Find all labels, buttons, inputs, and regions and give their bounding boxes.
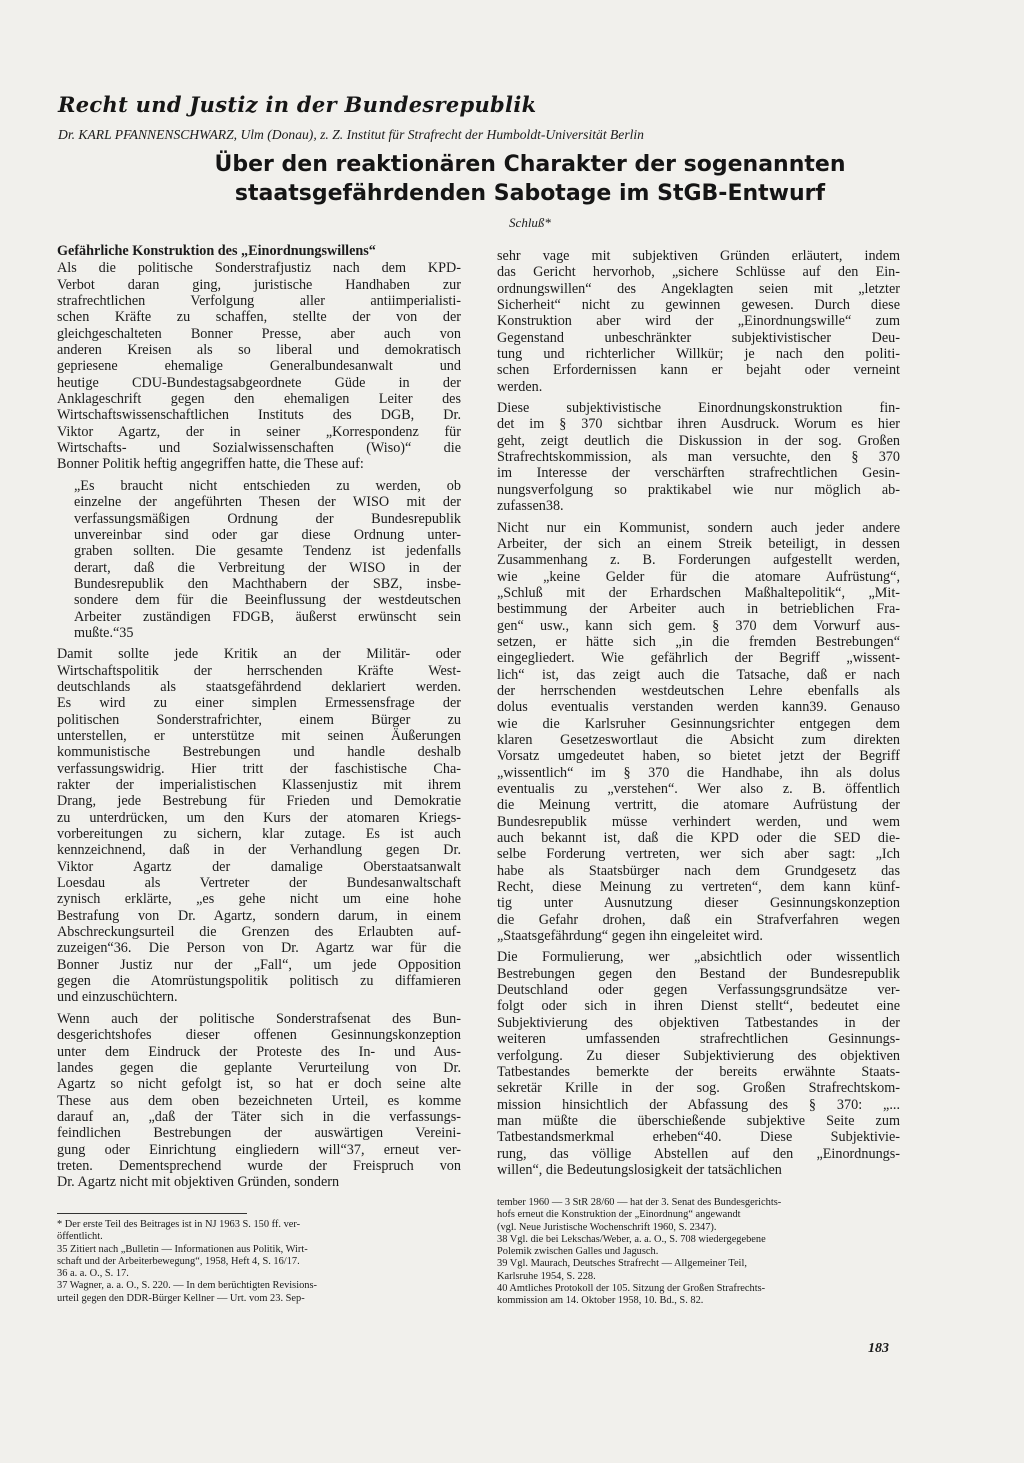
text-line: Wirtschaftspolitik der herrschenden Kräfte West- (57, 662, 461, 679)
paragraph (57, 646, 461, 1006)
text-line: eventualis zu „verstehen“. Wer also z. B. öffentlich (497, 781, 900, 797)
paragraph (497, 520, 900, 945)
text-line: unter dem Eindruck der Proteste des In- und Aus- (57, 1043, 461, 1060)
text-line: gen“ usw., kann sich gem. § 370 dem Vorwurf aus- (497, 617, 900, 634)
text-line: die Meinung vertritt, die atomare Aufrüstung der (497, 797, 900, 814)
paragraph (57, 1011, 461, 1191)
subheading: Gefährliche Konstruktion des „Einordnungswillens“ (57, 243, 376, 259)
text-line: gung oder Einrichtung eingliedern will“37, erneut ver- (57, 1141, 461, 1158)
paragraph (497, 400, 900, 514)
text-line: eingegliedert. Wie gefährlich der Begriff „wissent- (497, 650, 900, 667)
text-line: Zusammenhang z. B. Forderungen aufgestellt werden, (497, 552, 900, 569)
text-line: „wissentlich“ im § 370 die Handhabe, ihn als dolus (497, 764, 900, 781)
text-line: zu unterdrücken, um den Kurs der atomaren Kriegs- (57, 809, 461, 826)
text-line: geht, zeigt deutlich die Diskussion in der sog. Großen (497, 432, 900, 449)
text-line: Bundesrepublik den Machthabern der SBZ, insbe- (74, 575, 461, 592)
text-line: Gegenstand unbeschränkter subjektivistischer Deu- (497, 329, 900, 346)
article-title-line: Über den reaktionären Charakter der sogenannten (214, 152, 846, 177)
article-subtitle: Schluß* (509, 215, 551, 230)
text-line: Deutschland oder gegen Verfassungsgrundsätze ver- (497, 982, 900, 999)
footnote-line: schaft und der Arbeiterbewegung“, 1958, Heft 4, S. 16/17. (57, 1255, 300, 1267)
text-line: die Gefahr drohen, daß ein Strafverfahren wegen (497, 911, 900, 928)
text-line: schen Kräfte zu schaffen, stellte der von der (57, 309, 461, 326)
text-line: kommunistische Bestrebungen und handle deshalb (57, 744, 461, 761)
text-line: der herrschenden westdeutschen Lehre ebenfalls als (497, 682, 900, 699)
text-line: kennzeichnend, daß in der Verhandlung gegen Dr. (57, 842, 461, 859)
footnote-line: 40 Amtliches Protokoll der 105. Sitzung der Großen Strafrechts- (497, 1283, 766, 1295)
section-header: Recht und Justiz in der Bundesrepublik (58, 92, 537, 117)
text-line: das Gericht hervorhob, „sichere Schlüsse auf den Ein- (497, 264, 900, 281)
text-line: setzen, er hätte sich „in die fremden Bestrebungen“ (497, 633, 900, 650)
text-line: Tatbestandsmerkmal erheben“40. Diese Subjektivie- (497, 1129, 900, 1146)
text-line: dolus eventualis verstanden werden kann39. Genauso (497, 699, 900, 716)
text-line: Recht, diese Meinung zu vertreten“, dem kann künf- (497, 879, 900, 896)
text-line: Wenn auch der politische Sonderstrafsenat des Bun- (57, 1010, 461, 1027)
text-line: derart, daß die Verbreitung der WISO in der (74, 559, 461, 576)
text-line: tig unter Ausnutzung dieser Gesinnungskonzeption (497, 895, 900, 912)
right-column (497, 248, 900, 1183)
text-line: rung, das völlige Abstellen auf den „Einordnungs- (497, 1145, 900, 1162)
text-line: Diese subjektivistische Einordnungskonstruktion fin- (497, 400, 900, 417)
text-line: einzelne der angeführten Thesen der WISO mit der (74, 494, 461, 511)
text-line: Als die politische Sonderstrafjustiz nach dem KPD- (57, 260, 461, 277)
text-line: man müßte die überschießende subjektive Seite zum (497, 1112, 900, 1129)
footnote-line: Karlsruhe 1954, S. 228. (497, 1270, 596, 1282)
text-line: Damit sollte jede Kritik an der Militär- oder (57, 646, 461, 663)
text-line: Anklageschrift gegen den ehemaligen Leiter des (57, 391, 461, 408)
text-line: graben sollten. Die gesamte Tendenz ist jedenfalls (74, 543, 461, 560)
footnote-line: * Der erste Teil des Beitrages ist in NJ 1963 S. 150 ff. ver- (57, 1219, 301, 1230)
text-line: „Es braucht nicht entschieden zu werden, ob (74, 477, 461, 494)
text-line: Es wird zu einer simplen Ermessensfrage der (57, 695, 461, 712)
text-line: verfassungsmäßigen Ordnung der Bundesrepublik (74, 510, 461, 527)
text-line: vorbereitungen zu sichern, klar zutage. Es ist auch (57, 826, 461, 843)
text-line: bestimmung der Arbeiter auch in betrieblichen Fra- (497, 601, 900, 618)
text-line: Die Formulierung, wer „absichtlich oder wissentlich (497, 949, 900, 966)
footnote-line: urteil gegen den DDR-Bürger Kellner — Urt. vom 23. Sep- (57, 1292, 305, 1304)
footnotes-right (497, 1197, 901, 1308)
footnote-line: (vgl. Neue Juristische Wochenschrift 1960, S. 2347). (497, 1221, 717, 1233)
text-line: wie „keine Gelder für die atomare Aufrüstung“, (497, 568, 900, 585)
text-line: Bonner Justiz nur der „Fall“, um jede Opposition (57, 956, 461, 973)
text-line: zuzeigen“36. Die Person von Dr. Agartz war für die (57, 940, 461, 957)
text-line: weiteren umfassenden strafrechtlichen Gesinnungs- (497, 1031, 900, 1048)
footnotes-left (57, 1219, 461, 1305)
text-line: verfassungswidrig. Hier tritt der faschistische Cha- (57, 760, 461, 777)
text-line: selbe Forderung vertreten, wer sich aber sagt: „Ich (497, 846, 900, 863)
text-line: strafrechtlichen Verfolgung aller antiimperialisti- (57, 293, 461, 310)
text-line: Vorsatz umgedeutet haben, so bietet jetzt der Begriff (497, 748, 900, 765)
text-line: Wirtschaftswissenschaftlichen Instituts des DGB, Dr. (57, 407, 461, 424)
text-line: det im § 370 sichtbar ihren Ausdruck. Worum es hier (497, 416, 900, 433)
text-line: mission hinsichtlich der Abfassung des § 370: „... (497, 1096, 900, 1113)
text-line: Drang, jede Bestrebung für Frieden und Demokratie (57, 793, 461, 810)
text-line: willen“, die Bedeutungslosigkeit der tatsächlichen (497, 1161, 782, 1178)
text-line: Viktor Agartz, der in seiner „Korrespondenz für (57, 423, 461, 440)
footnote-line: 36 a. a. O., S. 17. (57, 1268, 129, 1280)
text-line: habe als Staatsbürger nach dem Grundgesetz das (497, 862, 900, 879)
text-line: Agartz so nicht gefolgt ist, so hat er doch seine alte (57, 1076, 461, 1093)
text-line: verfolgung. Zu dieser Subjektivierung des objektiven (497, 1047, 900, 1064)
text-line: Wirtschafts- und Sozialwissenschaften (Wiso)“ die (57, 440, 461, 457)
text-line: sondere dem für die Beeinflussung der westdeutschen (74, 592, 461, 609)
text-line: desgerichtshofes dieser offenen Gesinnungskonzeption (57, 1027, 461, 1044)
footnote-line: Polemik zwischen Galles und Jagusch. (497, 1246, 659, 1258)
text-line: im Interesse der verschärften strafrechtlichen Gesin- (497, 465, 900, 482)
text-line: „Staatsgefährdung“ gegen ihn eingeleitet wird. (497, 928, 763, 945)
footnote-line: kommission am 14. Oktober 1958, 10. Bd., S. 82. (497, 1295, 704, 1307)
text-line: gegen die Atomrüstungspolitik politisch zu diffamieren (57, 973, 461, 990)
text-line: zynisch erklärte, „es gehe nicht um eine hohe (57, 891, 461, 908)
text-line: gepriesene ehemalige Generalbundesanwalt und (57, 358, 461, 375)
text-line: lich“ ist, das zeigt auch die Tatsache, daß er nach (497, 666, 900, 683)
text-line: Bonner Politik heftig angegriffen hatte, die These auf: (57, 456, 364, 473)
footnote-line: 35 Zitiert nach „Bulletin — Informationen aus Politik, Wirt- (57, 1243, 308, 1255)
text-line: politischen Sonderstrafrichter, einem Bürger zu (57, 711, 461, 728)
text-line: Dr. Agartz nicht mit objektiven Gründen, sondern (57, 1174, 340, 1191)
text-line: und einzuschüchtern. (57, 989, 178, 1006)
footnote-line: öffentlicht. (57, 1231, 103, 1243)
text-line: Tatbestandes bemerkte der bereits erwähnte Staats- (497, 1063, 900, 1080)
paragraph (57, 260, 461, 472)
author-line: Dr. KARL PFANNENSCHWARZ, Ulm (Donau), z. Z. Institut für Strafrecht der Humboldt-Universität Berlin (58, 127, 644, 142)
article-title-line: staatsgefährdenden Sabotage im StGB-Entwurf (234, 181, 826, 206)
text-line: Bundesrepublik müsse verhindert werden, und wem (497, 813, 900, 830)
text-line: rakter der imperialistischen Klassenjustiz mit ihrem (57, 777, 461, 793)
page-number: 183 (868, 1341, 889, 1356)
text-line: zufassen38. (497, 498, 564, 515)
paragraph (497, 248, 900, 395)
text-line: treten. Dementsprechend wurde der Freispruch von (57, 1157, 461, 1174)
footnote-divider (57, 1213, 247, 1214)
block-quote (57, 478, 461, 641)
footnote-line: 38 Vgl. die bei Lekschas/Weber, a. a. O., S. 708 wiedergegebene (497, 1233, 766, 1245)
text-line: Abschreckungsurteil die Grenzen des Erlaubten auf- (57, 924, 461, 941)
text-line: „Schluß mit der Erhardschen Maßhaltepolitik“, „Mit- (497, 584, 900, 601)
text-line: auch bekannt ist, daß die KPD oder die SED die- (497, 830, 900, 847)
text-line: unvereinbar sind oder gar diese Ordnung unter- (74, 526, 461, 543)
text-line: Viktor Agartz der damalige Oberstaatsanwalt (57, 858, 461, 875)
text-line: heutige CDU-Bundestagsabgeordnete Güde in der (57, 374, 461, 391)
text-line: nungsverfolgung so praktikabel wie nur möglich ab- (497, 481, 900, 498)
text-line: schen Erfordernissen kann er bejaht oder verneint (497, 362, 900, 379)
text-line: folgt oder sich in ihren Dienst stellt“, bedeutet eine (497, 998, 900, 1015)
text-line: Bestrafung von Dr. Agartz, sondern darum, in einem (57, 907, 461, 924)
text-line: Nicht nur ein Kommunist, sondern auch jeder andere (497, 519, 900, 536)
text-line: klaren Gesetzeswortlaut die Absicht zum direkten (497, 731, 900, 748)
text-line: unterstellen, er unterstütze mit seinen Äußerungen (57, 727, 461, 744)
text-line: Arbeiter, der sich an einem Streik beteiligt, in dessen (497, 535, 900, 552)
article-title (110, 150, 950, 208)
text-line: Konstruktion aber wird der „Einordnungswille“ zum (497, 313, 900, 330)
text-line: mußte.“35 (74, 624, 134, 641)
text-line: darauf an, „daß der Täter sich in die verfassungs- (57, 1108, 461, 1125)
text-line: sehr vage mit subjektiven Gründen erläutert, indem (497, 248, 900, 264)
text-line: landes gegen die geplante Verurteilung von Dr. (57, 1059, 461, 1076)
text-line: Verbot daran ging, juristische Handhaben zur (57, 276, 461, 293)
footnote-line: 37 Wagner, a. a. O., S. 220. — In dem berüchtigten Revisions- (57, 1280, 318, 1292)
text-line: tung und richterlicher Willkür; je nach den politi- (497, 346, 900, 363)
text-line: anderen Kreisen als so liberal und demokratisch (57, 342, 461, 359)
text-line: ordnungswillen“ des Angeklagten seien mit „letzter (497, 280, 900, 297)
footnote-line: tember 1960 — 3 StR 28/60 — hat der 3. Senat des Bundesgerichts- (497, 1197, 782, 1208)
text-line: sekretär Krille in der sog. Großen Strafrechtskom- (497, 1080, 900, 1097)
text-line: Sicherheit“ nicht zu gewinnen gewesen. Durch diese (497, 297, 900, 314)
text-line: Subjektivierung des objektiven Tatbestandes in der (497, 1014, 900, 1031)
footnote-line: hofs erneut die Konstruktion der „Einordnung“ angewandt (497, 1209, 741, 1221)
text-line: wie die Karlsruher Gesinnungsrichter entgegen dem (497, 715, 900, 732)
text-line: feindlichen Bestrebungen der auswärtigen Vereini- (57, 1125, 461, 1142)
footnote-line: 39 Vgl. Maurach, Deutsches Strafrecht — Allgemeiner Teil, (497, 1258, 747, 1270)
text-line: These aus dem oben bezeichneten Urteil, es komme (57, 1092, 461, 1109)
text-line: Strafrechtskommission, als man versuchte, den § 370 (497, 449, 900, 466)
text-line: werden. (497, 378, 543, 395)
text-line: gleichgeschalteten Bonner Presse, aber auch von (57, 325, 461, 342)
paragraph (497, 949, 900, 1178)
text-line: Loesdau als Vertreter der Bundesanwaltschaft (57, 875, 461, 892)
text-line: deutschlands als staatsgefährdend deklariert werden. (57, 678, 461, 695)
text-line: Arbeiter zuständigen FDGB, äußerst erwünscht sein (74, 608, 461, 625)
left-column (57, 243, 461, 1196)
text-line: Bestrebungen gegen den Bestand der Bundesrepublik (497, 965, 900, 982)
